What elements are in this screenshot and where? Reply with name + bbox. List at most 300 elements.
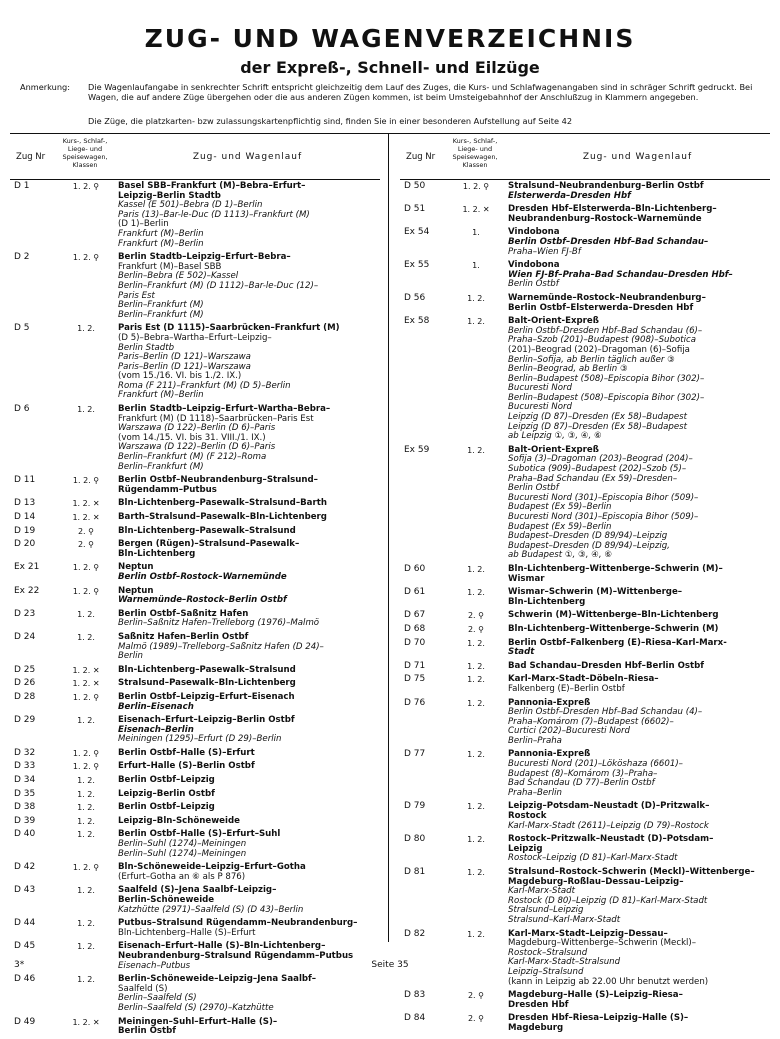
train-number: D 20 [14,539,36,550]
header-klassen: Kurs-, Schlaf-, Liege- und Speisewagen, Klassen [452,137,498,169]
route-line: Rostock [508,811,547,822]
train-classes: 1. 2. ⚲ [72,182,100,191]
train-classes: 1. 2. [77,776,95,786]
route-line: Neptun [118,562,154,573]
train-classes: 1. 2. [467,698,485,708]
train-route [118,497,380,511]
train-route [118,538,380,561]
route-line: Bucuresti Nord (201)–Lököshaza (6601)– [508,759,683,770]
train-classes: 1. 2. [467,835,485,845]
route-line: Rügendamm–Putbus [118,484,217,495]
train-row [400,315,770,444]
route-line: Leipzig–Berlin Stadtb [118,190,221,201]
route-line: (vom 15./16. VI. bis 1./2. IX.) [118,371,242,382]
route-line: (kann in Leipzig ab 22.00 Uhr benutzt werden) [508,976,709,987]
left-rows [10,180,380,1039]
train-row [10,815,380,829]
train-route [118,691,380,714]
route-line: Leipzig–Stralsund [508,966,584,977]
train-route [508,315,770,444]
route-line: Budapest (Ex 59)–Berlin [508,502,612,513]
route-line: (D 1)–Berlin [118,219,169,230]
train-number: D 44 [14,918,36,929]
route-line: Praha–Szob (201)–Budapest (908)–Subotica [508,335,696,346]
route-line: Balt-Orient-Expreß [508,316,599,327]
route-line: Bucuresti Nord (301)–Episcopia Bihor (509)– [508,512,699,522]
right-column [400,134,770,1036]
route-line: Karl-Marx-Stadt [508,886,575,897]
column-divider [388,134,389,942]
train-classes: 1. 2. [77,975,95,985]
train-route [118,251,380,322]
train-row [10,561,380,584]
train-route [118,180,380,251]
train-route [118,677,380,691]
train-classes: 1. 2. [467,564,485,574]
route-line: Neubrandenburg–Rostock–Warnemünde [508,213,702,224]
route-line: Bad Schandau (D 77)–Berlin Ostbf [508,778,655,789]
train-row [400,226,770,259]
train-route [118,664,380,678]
header-lauf: Zug- und Wagenlauf [192,152,303,162]
route-line: Berlin–Bebra (E 502)–Kassel [118,271,239,282]
train-number: D 34 [14,775,36,786]
route-line: Magdeburg–Halle (S)–Leipzig–Riesa– [508,990,683,1001]
train-route [118,917,380,940]
train-route [508,563,770,586]
train-row [400,180,770,203]
route-line: Bln-Lichtenberg–Halle (S)–Erfurt [118,927,256,938]
page-title: ZUG- UND WAGENVERZEICHNIS [144,24,636,53]
route-line: Paris (13)–Bar-le-Duc (D 1113)–Frankfurt (M) [118,209,310,220]
train-row [10,788,380,802]
train-classes: 1. 2. ⚲ [72,762,100,772]
train-number: D 81 [404,867,426,877]
train-number: Ex 58 [404,316,430,327]
train-route [118,828,380,861]
train-route [508,637,770,660]
route-line: Sofija (3)–Dragoman (203)–Beograd (204)– [508,454,693,465]
train-classes: 1. 2. [77,830,95,840]
train-row [400,586,770,609]
route-line: Frankfurt (M)–Berlin [118,238,204,249]
route-line: Berlin–Praha [508,735,562,746]
route-line: Bln-Schöneweide–Leipzig–Erfurt–Gotha [118,862,306,873]
train-row [10,322,380,403]
train-row [10,664,380,678]
route-line: Putbus–Stralsund Rügendamm–Neubrandenburg– [118,918,358,929]
route-line: Berlin–Saalfeld (S) (2970)–Katzhütte [118,1002,274,1013]
route-line: Karl-Marx-Stadt (2611)–Leipzig (D 79)–Rostock [508,820,709,831]
train-route [508,226,770,259]
train-classes: 1. 2. ⚲ [72,748,100,758]
train-classes: 1. 2. [467,588,485,598]
train-row [10,861,380,884]
route-line: Eisenach–Erfurt–Leipzig–Berlin Ostbf [118,715,295,726]
header-klassen: Kurs-, Schlaf-, Liege- und Speisewagen, Klassen [62,137,108,169]
train-number: D 71 [404,660,426,671]
note-block [20,82,760,102]
route-line: Karl-Marx-Stadt–Stralsund [508,957,621,968]
route-line: Rostock–Pritzwalk–Neustadt (D)–Potsdam– [508,834,714,845]
train-row [10,631,380,664]
train-classes: 1. 2. ✕ [462,205,490,215]
route-line: Berlin [118,651,143,662]
route-line: Stralsund–Karl-Marx-Stadt [508,914,621,925]
train-number: D 80 [404,834,426,845]
train-route [118,631,380,664]
route-line: Berlin–Beograd, ab Berlin ③ [508,364,628,375]
train-route [118,585,380,608]
train-classes: 1. 2. [77,632,95,642]
route-line: Paris Est (D 1115)–Saarbrücken–Frankfurt (M) [118,323,340,334]
train-row [400,637,770,660]
route-line: Eisenach–Berlin [118,724,194,735]
page-subtitle: der Expreß-, Schnell- und Eilzüge [240,58,540,77]
train-route [508,800,770,833]
train-row [400,800,770,833]
header-zug: Zug Nr [16,152,46,162]
route-line: Dresden Hbf–Riesa–Leipzig–Halle (S)– [508,1013,689,1024]
route-line: Schwerin (M)–Wittenberge–Bln-Lichtenberg [508,610,719,621]
route-line: Budapest–Dresden (D 89/94)–Leipzig [508,531,668,542]
train-route [508,673,770,696]
route-line: Erfurt–Halle (S)–Berlin Ostbf [118,761,255,772]
route-line: Berlin Ostbf–Halle (S)–Erfurt–Suhl [118,829,281,840]
train-row [10,774,380,788]
note-label: Anmerkung: [20,82,70,92]
route-line: Berlin Ostbf–Leipzig [118,802,215,813]
route-line: Rostock–Stralsund [508,947,588,958]
route-line: Berlin Ostbf–Falkenberg (E)–Riesa–Karl-Marx- [508,637,727,648]
route-line: Vindobona [508,227,560,238]
route-line: Bucuresti Nord [508,402,572,413]
train-classes: 1. 2. [467,638,485,648]
train-number: D 75 [404,674,426,685]
route-line: Berlin Ostbf–Dresden Hbf–Bad Schandau– [508,236,709,247]
column-header [400,134,770,180]
train-classes: 1. 2. [467,750,485,760]
route-line: Berlin–Sofija, ab Berlin täglich außer ③ [508,354,675,365]
route-line: Berlin Stadtb–Leipzig–Erfurt–Wartha–Bebra– [118,404,331,415]
route-line: Magdeburg–Roßlau–Dessau–Leipzig– [508,876,684,887]
route-line: Falkenberg (E)–Berlin Ostbf [508,683,625,694]
train-number: D 42 [14,862,36,873]
train-classes: 1. 2. ✕ [72,679,100,689]
train-row [400,833,770,866]
route-line: Bln-Lichtenberg [508,596,586,607]
route-line: Bln-Lichtenberg–Pasewalk–Stralsund [118,664,296,675]
train-classes: 2. ⚲ [77,526,95,536]
train-route [118,973,380,1015]
train-row [400,697,770,749]
route-line: Berlin Ostbf–Elsterwerda–Dresden Hbf [508,302,694,313]
route-line: Stralsund–Pasewalk–Bln-Lichtenberg [118,678,296,689]
train-route [508,609,770,623]
train-row [400,203,770,226]
train-number: D 28 [14,691,36,702]
train-route [508,928,770,990]
train-route [118,474,380,497]
train-number: D 23 [14,608,36,619]
train-classes: 2. ⚲ [467,611,485,621]
route-line: ab Budapest ①, ③, ④, ⑥ [508,550,613,561]
train-route [118,403,380,474]
route-line: Berlin Stadtb–Leipzig–Erfurt–Bebra– [118,252,291,263]
train-route [508,203,770,226]
route-line: Meiningen (1295)–Erfurt (D 29)–Berlin [118,734,282,745]
train-route [508,660,770,674]
train-number: D 33 [14,761,36,772]
train-route [508,180,770,203]
train-row [400,623,770,637]
train-row [400,292,770,315]
train-row [400,866,770,928]
train-classes: 1. 2. [467,293,485,303]
train-route [508,623,770,637]
train-row [10,511,380,525]
route-line: Berlin Ostbf–Dresden Hbf–Bad Schandau (6)– [508,325,703,336]
train-row [10,497,380,511]
route-line: Berlin Ostbf–Neubrandenburg–Stralsund– [118,475,318,486]
train-classes: 1. 2. [467,445,485,455]
train-number: D 5 [14,323,30,334]
train-route [118,525,380,539]
route-line: Budapest (8)–Komárom (3)–Praha– [508,768,658,779]
train-route [118,322,380,403]
train-number: D 45 [14,941,36,952]
route-line: Malmö (1989)–Trelleborg–Saßnitz Hafen (D 24)– [118,641,324,652]
route-line: Bln-Lichtenberg–Pasewalk–Stralsund [118,525,296,536]
route-line: Paris–Berlin (D 121)–Warszawa [118,352,251,363]
train-row [10,714,380,747]
train-classes: 1. 2. [77,919,95,929]
train-number: D 49 [14,1016,36,1027]
route-line: Dresden Hbf–Elsterwerda–Bln-Lichtenberg– [508,204,717,215]
train-number: Ex 22 [14,585,40,596]
train-classes: 1. 2. [467,929,485,939]
train-classes: 1. 2. [77,716,95,726]
route-line: Budapest–Dresden (D 89/94)–Leipzig, [508,540,670,551]
train-classes: 2. ⚲ [467,991,485,1001]
train-number: D 38 [14,802,36,813]
route-line: Berlin–Frankfurt (M) [118,461,204,472]
train-classes: 1. 2. [77,803,95,813]
train-route [508,586,770,609]
route-line: Berlin–Suhl (1274)–Meiningen [118,848,247,859]
route-line: Paris–Berlin (D 121)–Warszawa [118,361,251,372]
route-line: Neptun [118,585,154,596]
train-row [400,660,770,674]
route-line: Berlin–Frankfurt (M) [118,300,204,311]
train-number: D 76 [404,697,426,708]
train-row [10,251,380,322]
route-line: Saalfeld (S)–Jena Saalbf–Leipzig– [118,885,277,896]
train-row [10,525,380,539]
route-line: Bln-Lichtenberg–Pasewalk–Stralsund–Barth [118,498,327,509]
train-classes: 1. 2. [77,942,95,952]
train-classes: 1. 2. ✕ [72,665,100,675]
train-row [400,673,770,696]
route-line: (201)–Beograd (202)–Dragoman (6)–Sofija [508,344,690,355]
route-line: Bucuresti Nord (301)–Episcopia Bihor (509)– [508,492,699,503]
train-number: D 60 [404,563,426,574]
train-number: D 29 [14,715,36,726]
train-number: D 2 [14,252,30,263]
route-line: Pannonia-Expreß [508,697,591,708]
train-route [118,815,380,829]
route-line: Curtici (202)–Bucuresti Nord [508,726,630,737]
train-row [10,1016,380,1039]
route-line: Saalfeld (S) [118,983,168,994]
route-line: Leipzig (D 87)–Dresden (Ex 58)–Budapest [508,421,687,432]
train-number: D 24 [14,631,36,642]
train-row [400,1012,770,1035]
route-line: Praha–Berlin [508,787,562,798]
route-line: Wien FJ-Bf–Praha–Bad Schandau–Dresden Hbf– [508,269,733,280]
route-line: Bln-Lichtenberg–Wittenberge–Schwerin (M) [508,623,719,634]
route-line: Berlin–Budapest (508)–Episcopia Bihor (302)– [508,373,705,384]
route-line: Saßnitz Hafen–Berlin Ostbf [118,631,249,642]
train-classes: 1. 2. [467,661,485,671]
route-line: Balt-Orient-Expreß [508,444,599,455]
train-classes: 1. 2. ✕ [72,499,100,509]
train-route [118,511,380,525]
route-line: Pannonia-Expreß [508,749,591,760]
train-classes: 1. 2. [77,405,95,415]
route-line: Warnemünde–Rostock–Neubrandenburg– [508,292,706,303]
route-line: Stralsund–Neubrandenburg–Berlin Ostbf [508,181,704,191]
train-row [10,403,380,474]
train-classes: 1. 2. ✕ [72,513,100,522]
route-line: Berlin-Schöneweide [118,895,215,905]
route-line: Praha–Bad Schandau (Ex 59)–Dresden– [508,473,678,484]
train-number: D 32 [14,747,36,758]
route-line: Budapest (Ex 59)–Berlin [508,521,612,532]
route-line: Subotica (909)–Budapest (202)–Szob (5)– [508,464,687,475]
route-line: Leipzig [508,843,543,854]
train-row [10,828,380,861]
route-line: Roma (F 211)–Frankfurt (M) (D 5)–Berlin [118,380,291,391]
route-line: Berlin Ostbf–Saßnitz Hafen [118,608,249,619]
train-classes: 1. 2. ⚲ [462,182,490,191]
train-classes: 2. ⚲ [467,1014,485,1024]
route-line: Berlin–Suhl (1274)–Meiningen [118,839,247,850]
train-classes: 1. 2. ⚲ [72,253,100,263]
train-classes: 1. 2. [467,317,485,327]
train-number: D 39 [14,815,36,826]
route-line: Kassel (E 501)–Bebra (D 1)–Berlin [118,200,263,211]
route-line: Warszawa (D 122)–Berlin (D 6)–Paris [118,442,276,453]
route-line: Warszawa (D 122)–Berlin (D 6)–Paris [118,423,276,434]
train-classes: 1. 2. [77,324,95,334]
route-line: Berlin–Frankfurt (M) [118,309,204,320]
train-row [400,444,770,563]
train-number: D 26 [14,678,36,689]
train-row [10,691,380,714]
route-line: Berlin–Saßnitz Hafen–Trelleborg (1976)–Malmö [118,618,320,629]
train-row [10,917,380,940]
route-line: Berlin–Eisenach [118,701,194,712]
route-line: Barth–Stralsund–Pasewalk–Bln-Lichtenberg [118,512,327,522]
route-line: Berlin–Saalfeld (S) [118,993,197,1004]
route-line: Magdeburg–Wittenberge–Schwerin (Meckl)– [508,938,697,949]
train-classes: 2. ⚲ [467,624,485,634]
train-route [118,608,380,631]
train-number: D 82 [404,928,426,939]
route-line: Warnemünde–Rostock–Berlin Ostbf [118,595,287,606]
train-classes: 1. 2. [77,886,95,896]
train-route [508,866,770,928]
train-route [118,760,380,774]
route-line: Frankfurt (M) (D 1118)–Saarbrücken–Paris Est [118,413,314,424]
train-number: D 35 [14,788,36,799]
train-row [400,989,770,1012]
train-route [508,292,770,315]
train-number: D 1 [14,181,30,191]
route-line: ab Leipzig ①, ③, ④, ⑥ [508,431,602,442]
route-line: (Erfurt–Gotha an ⑥ als P 876) [118,871,246,882]
right-rows [400,180,770,1036]
route-line: Leipzig–Bln-Schöneweide [118,815,240,826]
route-line: Bergen (Rügen)–Stralsund–Pasewalk– [118,539,300,550]
train-route [118,714,380,747]
train-classes: 1. [472,228,480,238]
train-row [400,748,770,800]
train-classes: 1. [472,261,480,271]
route-line: Berlin–Frankfurt (M) (D 1112)–Bar-le-Duc (12)– [118,280,319,291]
train-row [10,973,380,1015]
note-seat-reservation: Die Züge, die platzkarten- bzw zulassungskartenpflichtig sind, finden Sie in einer besonderen Aufstellung auf Seite 42 [88,116,573,126]
train-number: D 79 [404,801,426,812]
route-line: Rostock–Leipzig (D 81)–Karl-Marx-Stadt [508,853,678,864]
route-line: Berlin Ostbf–Leipzig–Erfurt–Eisenach [118,691,295,702]
route-line: Praha–Wien FJ-Bf [508,246,581,257]
route-line: Berlin Ostbf–Dresden Hbf–Bad Schandau (4)– [508,707,703,718]
train-number: D 84 [404,1013,426,1024]
train-number: D 6 [14,404,30,415]
route-line: Frankfurt (M)–Berlin [118,390,204,401]
route-line: Neubrandenburg–Stralsund Rügendamm–Putbus [118,950,354,961]
train-number: D 61 [404,587,426,598]
train-route [508,833,770,866]
train-row [10,747,380,761]
route-line: Rostock (D 80)–Leipzig (D 81)–Karl-Marx-Stadt [508,895,708,906]
top-rule [10,133,770,134]
train-classes: 1. 2. ⚲ [72,476,100,486]
route-line: Berlin Ostbf–Rostock–Warnemünde [118,571,287,582]
train-classes: 1. 2. [77,789,95,799]
route-line: Leipzig–Berlin Ostbf [118,788,215,799]
train-classes: 1. 2. ⚲ [72,692,100,702]
train-classes: 1. 2. ⚲ [72,586,100,596]
train-row [10,538,380,561]
route-line: Berlin–Budapest (508)–Episcopia Bihor (302)– [508,392,705,403]
train-classes: 1. 2. [77,609,95,619]
route-line: Stadt [508,647,535,658]
train-number: D 14 [14,512,36,522]
train-number: D 56 [404,292,426,303]
train-number: Ex 55 [404,260,430,271]
train-classes: 1. 2. ⚲ [72,863,100,873]
route-line: Magdeburg [508,1022,564,1033]
route-line: Frankfurt (M)–Basel SBB [118,261,222,272]
route-line: Frankfurt (M)–Berlin [118,228,204,239]
train-classes: 1. 2. [467,675,485,685]
train-route [118,788,380,802]
route-line: Eisenach–Putbus [118,960,191,971]
train-route [508,444,770,563]
